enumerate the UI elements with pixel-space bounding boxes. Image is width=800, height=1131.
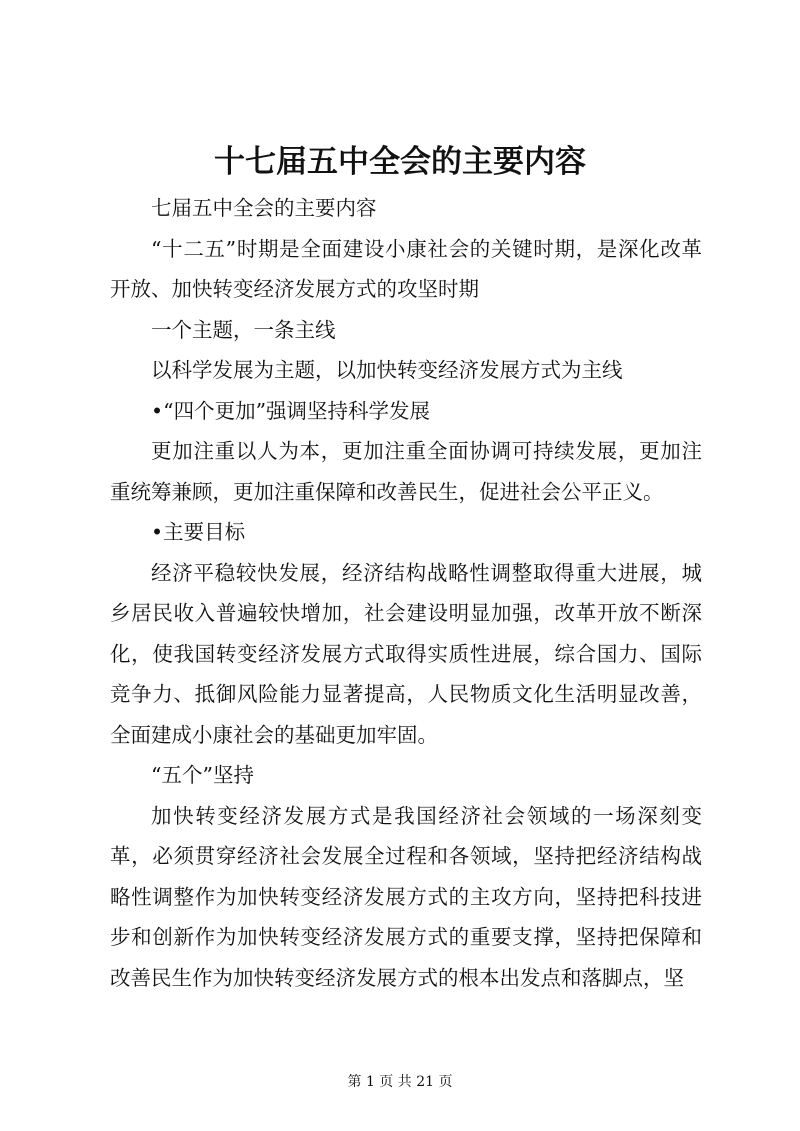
paragraph: 以科学发展为主题，以加快转变经济发展方式为主线 [151,358,623,382]
paragraph: 加快转变经济发展方式是我国经济社会领域的一场深刻变革，必须贯穿经济社会发展全过程和各领域，坚持把经济结构战略性调整作为加快转变经济发展方式的主攻方向，坚持把科技进步和创新作为加快转变经济发展方式的重要支撑，坚持把保障和改善民生作为加快转变经济发展方式的根本出发点和落脚点，坚 [110,803,702,990]
document-title: 十七届五中全会的主要内容 [214,144,586,180]
paragraph: “十二五”时期是全面建设小康社会的关键时期，是深化改革开放、加快转变经济发展方式的攻坚时期 [110,236,702,301]
paragraph: 更加注重以人为本，更加注重全面协调可持续发展，更加注重统筹兼顾，更加注重保障和改善民生，促进社会公平正义。 [110,439,702,504]
paragraph: •“四个更加”强调坚持科学发展 [151,398,431,423]
paragraph: 一个主题，一条主线 [151,317,336,342]
paragraph: •主要目标 [151,520,246,544]
page-number-footer: 第 1 页 共 21 页 [347,1074,453,1090]
document-body [110,188,702,998]
paragraph: 经济平稳较快发展，经济结构战略性调整取得重大进展，城乡居民收入普遍较快增加，社会建设明显加强，改革开放不断深化，使我国转变经济发展方式取得实质性进展，综合国力、国际竞争力、抵御风险能力显著提高，人民物质文化生活明显改善，全面建成小康社会的基础更加牢固。 [110,560,702,747]
paragraph: “五个”坚持 [151,763,254,787]
paragraph: 七届五中全会的主要内容 [151,196,377,220]
